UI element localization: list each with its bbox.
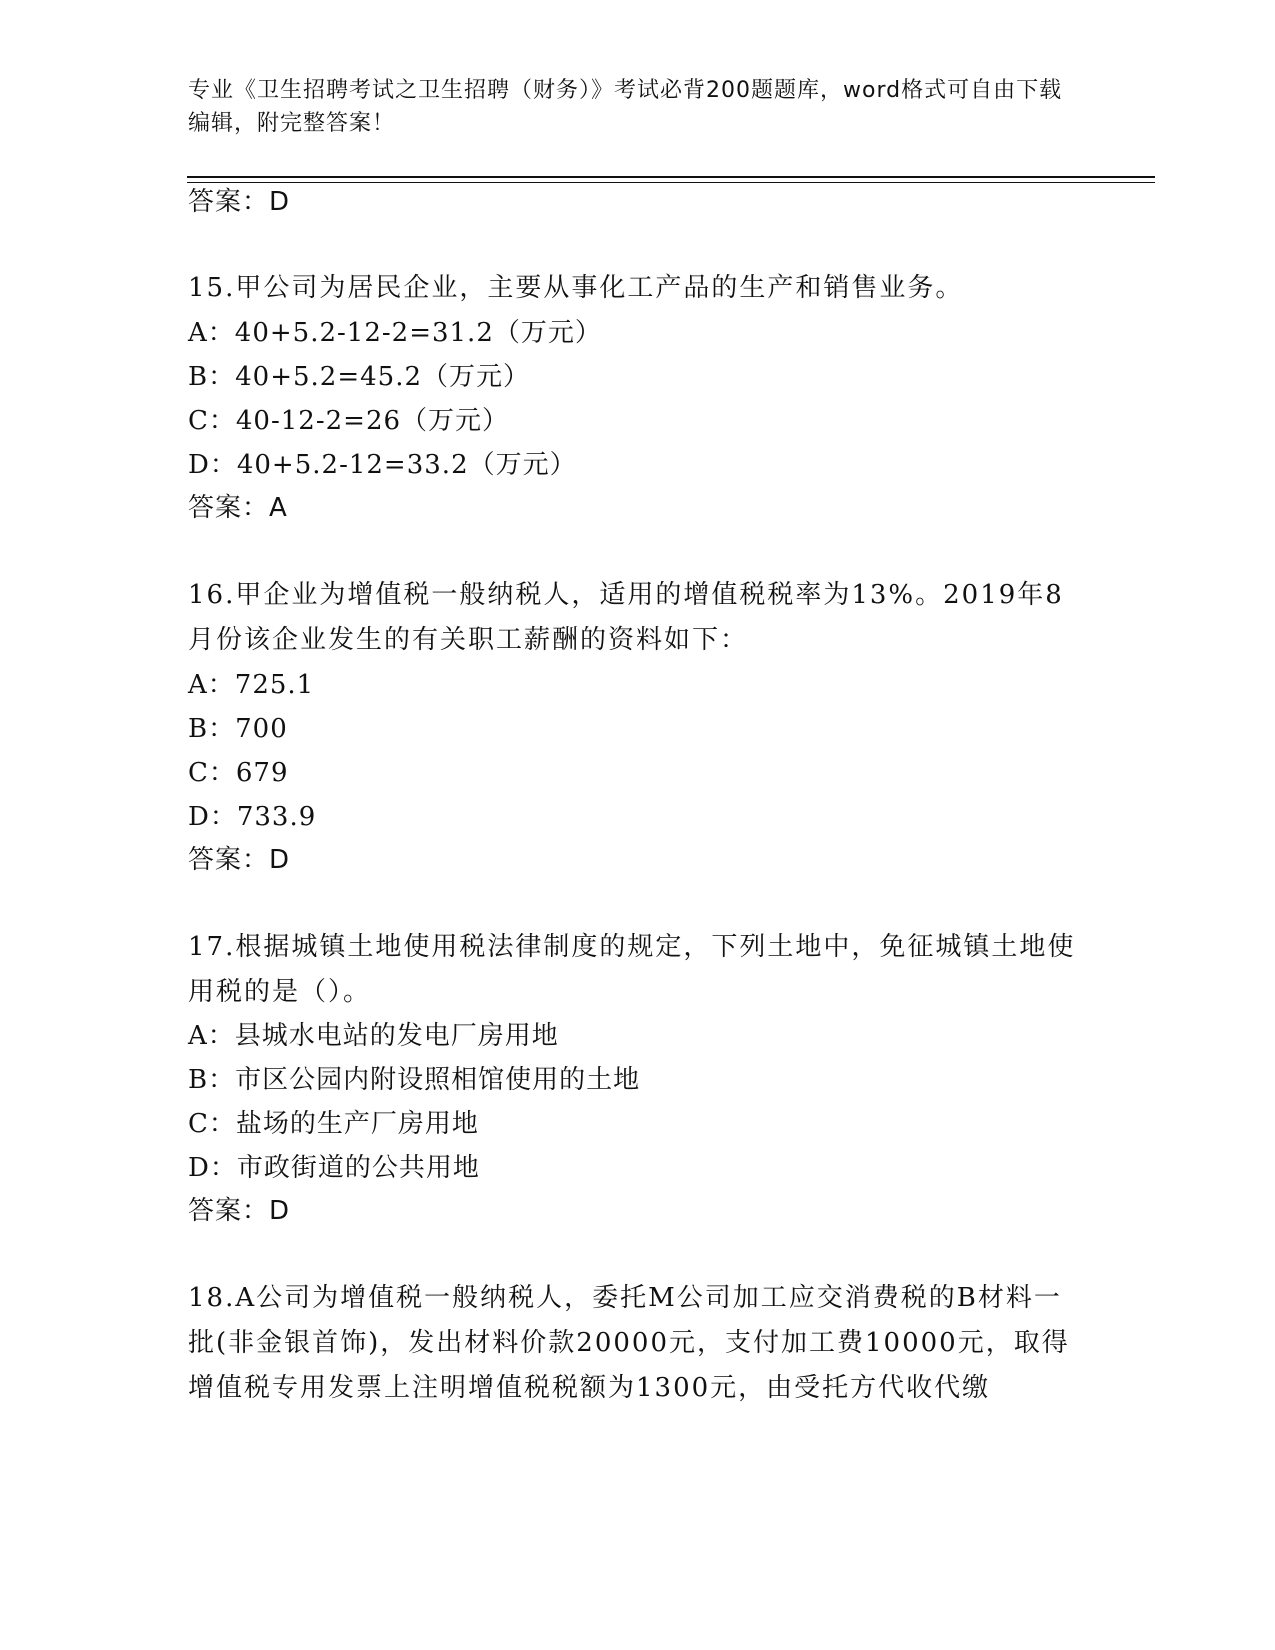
- header-divider-thin: [187, 182, 1155, 183]
- question-17-option-d: D：市政街道的公共用地: [188, 1153, 480, 1183]
- question-17-option-a: A：县城水电站的发电厂房用地: [188, 1021, 559, 1051]
- header-divider-thick: [187, 176, 1155, 178]
- question-15-option-d: D：40+5.2-12=33.2（万元）: [188, 450, 577, 480]
- question-15-stem: 15.甲公司为居民企业，主要从事化工产品的生产和销售业务。: [188, 273, 964, 303]
- question-15-option-b: B：40+5.2=45.2（万元）: [188, 362, 531, 392]
- question-16-stem: 16.甲企业为增值税一般纳税人，适用的增值税税率为13%。2019年8月份该企业发生的有关职工薪酬的资料如下：: [188, 580, 1064, 655]
- question-17-answer: 答案：D: [188, 1196, 291, 1226]
- question-16-option-a: A：725.1: [188, 670, 315, 700]
- question-18-stem: 18.A公司为增值税一般纳税人，委托M公司加工应交消费税的B材料一批(非金银首饰)，发出材料价款20000元，支付加工费10000元，取得增值税专用发票上注明增值税税额为1300元，由受托方代收代缴: [188, 1283, 1070, 1403]
- question-16-option-d: D：733.9: [188, 802, 317, 832]
- question-15-answer: 答案：A: [188, 493, 288, 523]
- question-15-option-c: C：40-12-2=26（万元）: [188, 406, 510, 436]
- question-17-option-c: C：盐场的生产厂房用地: [188, 1109, 479, 1139]
- question-16-option-b: B：700: [188, 714, 288, 744]
- question-16-option-c: C：679: [188, 758, 289, 788]
- document-header: 专业《卫生招聘考试之卫生招聘（财务）》考试必背200题题库，word格式可自由下载编辑，附完整答案！: [188, 78, 1063, 136]
- question-16-answer: 答案：D: [188, 845, 291, 875]
- question-15-option-a: A：40+5.2-12-2=31.2（万元）: [188, 318, 602, 348]
- question-17-option-b: B：市区公园内附设照相馆使用的土地: [188, 1065, 641, 1095]
- question-17-stem: 17.根据城镇土地使用税法律制度的规定，下列土地中，免征城镇土地使用税的是（）。: [188, 932, 1076, 1007]
- answer-label: 答案：D: [188, 187, 291, 217]
